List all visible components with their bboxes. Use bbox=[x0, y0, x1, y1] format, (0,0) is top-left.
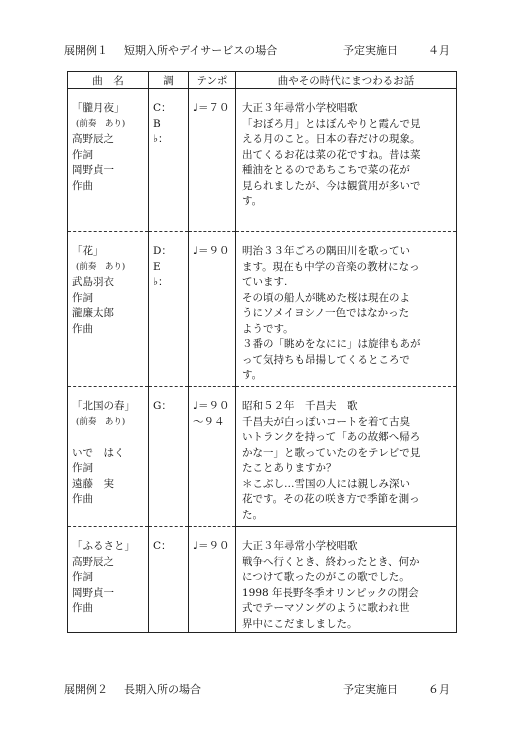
cell-line: いトランクを持って「あの故郷へ帰ろ bbox=[242, 431, 421, 443]
cell-line: (前奏 あり) bbox=[76, 261, 126, 272]
cell-line: 界中にこだましました。 bbox=[242, 617, 358, 630]
date-label: 予定実施日 bbox=[343, 44, 398, 57]
cell-line: ♭： bbox=[153, 133, 169, 145]
cell-line: ♭： bbox=[153, 276, 169, 288]
column-header: テンポ bbox=[189, 72, 236, 89]
song-cell bbox=[68, 89, 149, 232]
cell-line: 作曲 bbox=[72, 493, 93, 505]
cell-line: ています. bbox=[242, 276, 288, 288]
cell-line: って気持ちも昂揚してくるところで bbox=[242, 353, 410, 366]
column-header: 調 bbox=[149, 72, 189, 89]
cell-line: G： bbox=[153, 400, 172, 412]
cell-line: す。 bbox=[242, 195, 263, 207]
cell-line: 千昌夫が白っぽいコートを着て古臭 bbox=[242, 415, 410, 428]
cell-line: 高野辰之 bbox=[72, 555, 114, 568]
cell-line bbox=[72, 430, 148, 446]
cell-line: 高野辰之 bbox=[72, 133, 114, 145]
cell-line: 作詞 bbox=[72, 291, 93, 304]
key-cell bbox=[149, 387, 189, 527]
cell-line: その頃の船人が眺めた桜は現在のよ bbox=[242, 291, 410, 304]
month-value: ４月 bbox=[428, 44, 450, 57]
cell-line: ♩＝７０ bbox=[193, 102, 230, 114]
cell-line: D： bbox=[153, 245, 172, 257]
tempo-cell bbox=[189, 387, 236, 527]
cell-line: B bbox=[153, 117, 161, 130]
story-cell bbox=[236, 232, 457, 387]
cell-line: 武島羽衣 bbox=[72, 276, 114, 288]
cell-line: たことありますか？ bbox=[242, 462, 337, 474]
example-title: 長期入所の場合 bbox=[124, 683, 201, 696]
cell-line: 大正３年尋常小学校唱歌 bbox=[242, 102, 358, 114]
cell-line: た。 bbox=[242, 508, 263, 521]
cell-line: かな一」と歌っていたのをテレビで見 bbox=[242, 446, 421, 459]
song-cell bbox=[68, 387, 149, 527]
cell-line: す。 bbox=[242, 369, 263, 381]
cell-line: 「朧月夜」 bbox=[72, 102, 125, 114]
song-table bbox=[67, 71, 457, 633]
cell-line: 作詞 bbox=[72, 148, 93, 161]
cell-line: 1998 年長野冬季オリンピックの閉会 bbox=[242, 586, 419, 599]
cell-line: 昭和５２年 千昌夫 歌 bbox=[242, 400, 358, 412]
key-cell bbox=[149, 232, 189, 387]
story-cell bbox=[236, 527, 457, 633]
table-row bbox=[68, 232, 457, 387]
cell-line: 作曲 bbox=[72, 322, 93, 335]
cell-line: 瀧廉太郎 bbox=[72, 307, 114, 319]
cell-line: うにソメイヨシノ一色ではなかった bbox=[242, 307, 410, 319]
tempo-cell bbox=[189, 232, 236, 387]
month-value: ６月 bbox=[428, 683, 450, 696]
cell-line: える月のこと。日本の春だけの現象。 bbox=[242, 133, 421, 145]
song-cell bbox=[68, 232, 149, 387]
story-cell bbox=[236, 387, 457, 527]
cell-line: ～９４ bbox=[193, 415, 225, 428]
cell-line: 花です。その花の咲き方で季節を測っ bbox=[242, 493, 420, 505]
date-label: 予定実施日 bbox=[343, 683, 398, 696]
table-header-row bbox=[68, 72, 457, 89]
example-label: 展開例１ bbox=[64, 44, 108, 57]
cell-line: 作曲 bbox=[72, 179, 93, 192]
cell-line: C： bbox=[153, 540, 172, 552]
cell-line: 種油をとるのであちこちで菜の花が bbox=[242, 164, 410, 176]
table-row bbox=[68, 89, 457, 232]
cell-line: 「ふるさと」 bbox=[72, 540, 135, 552]
cell-line: 作詞 bbox=[72, 462, 93, 474]
table-row bbox=[68, 527, 457, 633]
cell-line: 作詞 bbox=[72, 571, 93, 583]
cell-line: 作曲 bbox=[72, 602, 93, 614]
cell-line: ＊こぶし…雪国の人には親しみ深い bbox=[242, 477, 410, 490]
cell-line: (前奏 あり) bbox=[76, 416, 126, 427]
cell-line: いで はく bbox=[72, 446, 125, 459]
cell-line: 見られましたが、今は観賞用が多いで bbox=[242, 179, 421, 192]
cell-line: ♩＝９０ bbox=[193, 400, 230, 412]
cell-line: ようです。 bbox=[242, 322, 294, 335]
column-header: 曲やその時代にまつわるお話 bbox=[236, 72, 457, 89]
cell-line: 「おぼろ月」とはぼんやりと霞んで見 bbox=[242, 117, 421, 130]
cell-line: E bbox=[153, 260, 161, 273]
cell-line: 「北国の春」 bbox=[72, 400, 135, 412]
column-header: 曲 名 bbox=[68, 72, 149, 89]
section-header-2 bbox=[64, 681, 450, 697]
example-label: 展開例２ bbox=[64, 683, 108, 696]
tempo-cell bbox=[189, 527, 236, 633]
tempo-cell bbox=[189, 89, 236, 232]
cell-line: 明治３３年ごろの隅田川を歌ってい bbox=[242, 245, 410, 257]
cell-line: (前奏 あり) bbox=[76, 118, 126, 129]
story-cell bbox=[236, 89, 457, 232]
cell-line: 「花」 bbox=[72, 245, 104, 257]
key-cell bbox=[149, 527, 189, 633]
cell-line: ３番の「眺めをなにに」は旋律もあが bbox=[242, 338, 421, 350]
cell-line: 遠藤 実 bbox=[72, 477, 114, 490]
cell-line: 戦争へ行くとき、終わったとき、何か bbox=[242, 555, 420, 568]
cell-line: 岡野貞一 bbox=[72, 586, 114, 599]
cell-line: につけて歌ったのがこの歌でした。 bbox=[242, 571, 410, 583]
section-header-1 bbox=[64, 42, 450, 58]
cell-line: ます。現在も中学の音楽の教材になっ bbox=[242, 260, 420, 273]
cell-line: ♩＝９０ bbox=[193, 245, 230, 257]
song-cell bbox=[68, 527, 149, 633]
table-row bbox=[68, 387, 457, 527]
cell-line: C： bbox=[153, 102, 172, 114]
cell-line: ♩＝９０ bbox=[193, 540, 230, 552]
key-cell bbox=[149, 89, 189, 232]
cell-line: 大正３年尋常小学校唱歌 bbox=[242, 540, 358, 552]
cell-line: 岡野貞一 bbox=[72, 164, 114, 176]
cell-line: 出てくるお花は菜の花ですね。昔は菜 bbox=[242, 148, 421, 161]
cell-line: 式でテーマソングのように歌われ世 bbox=[242, 602, 410, 614]
example-title: 短期入所やデイサービスの場合 bbox=[124, 44, 278, 57]
